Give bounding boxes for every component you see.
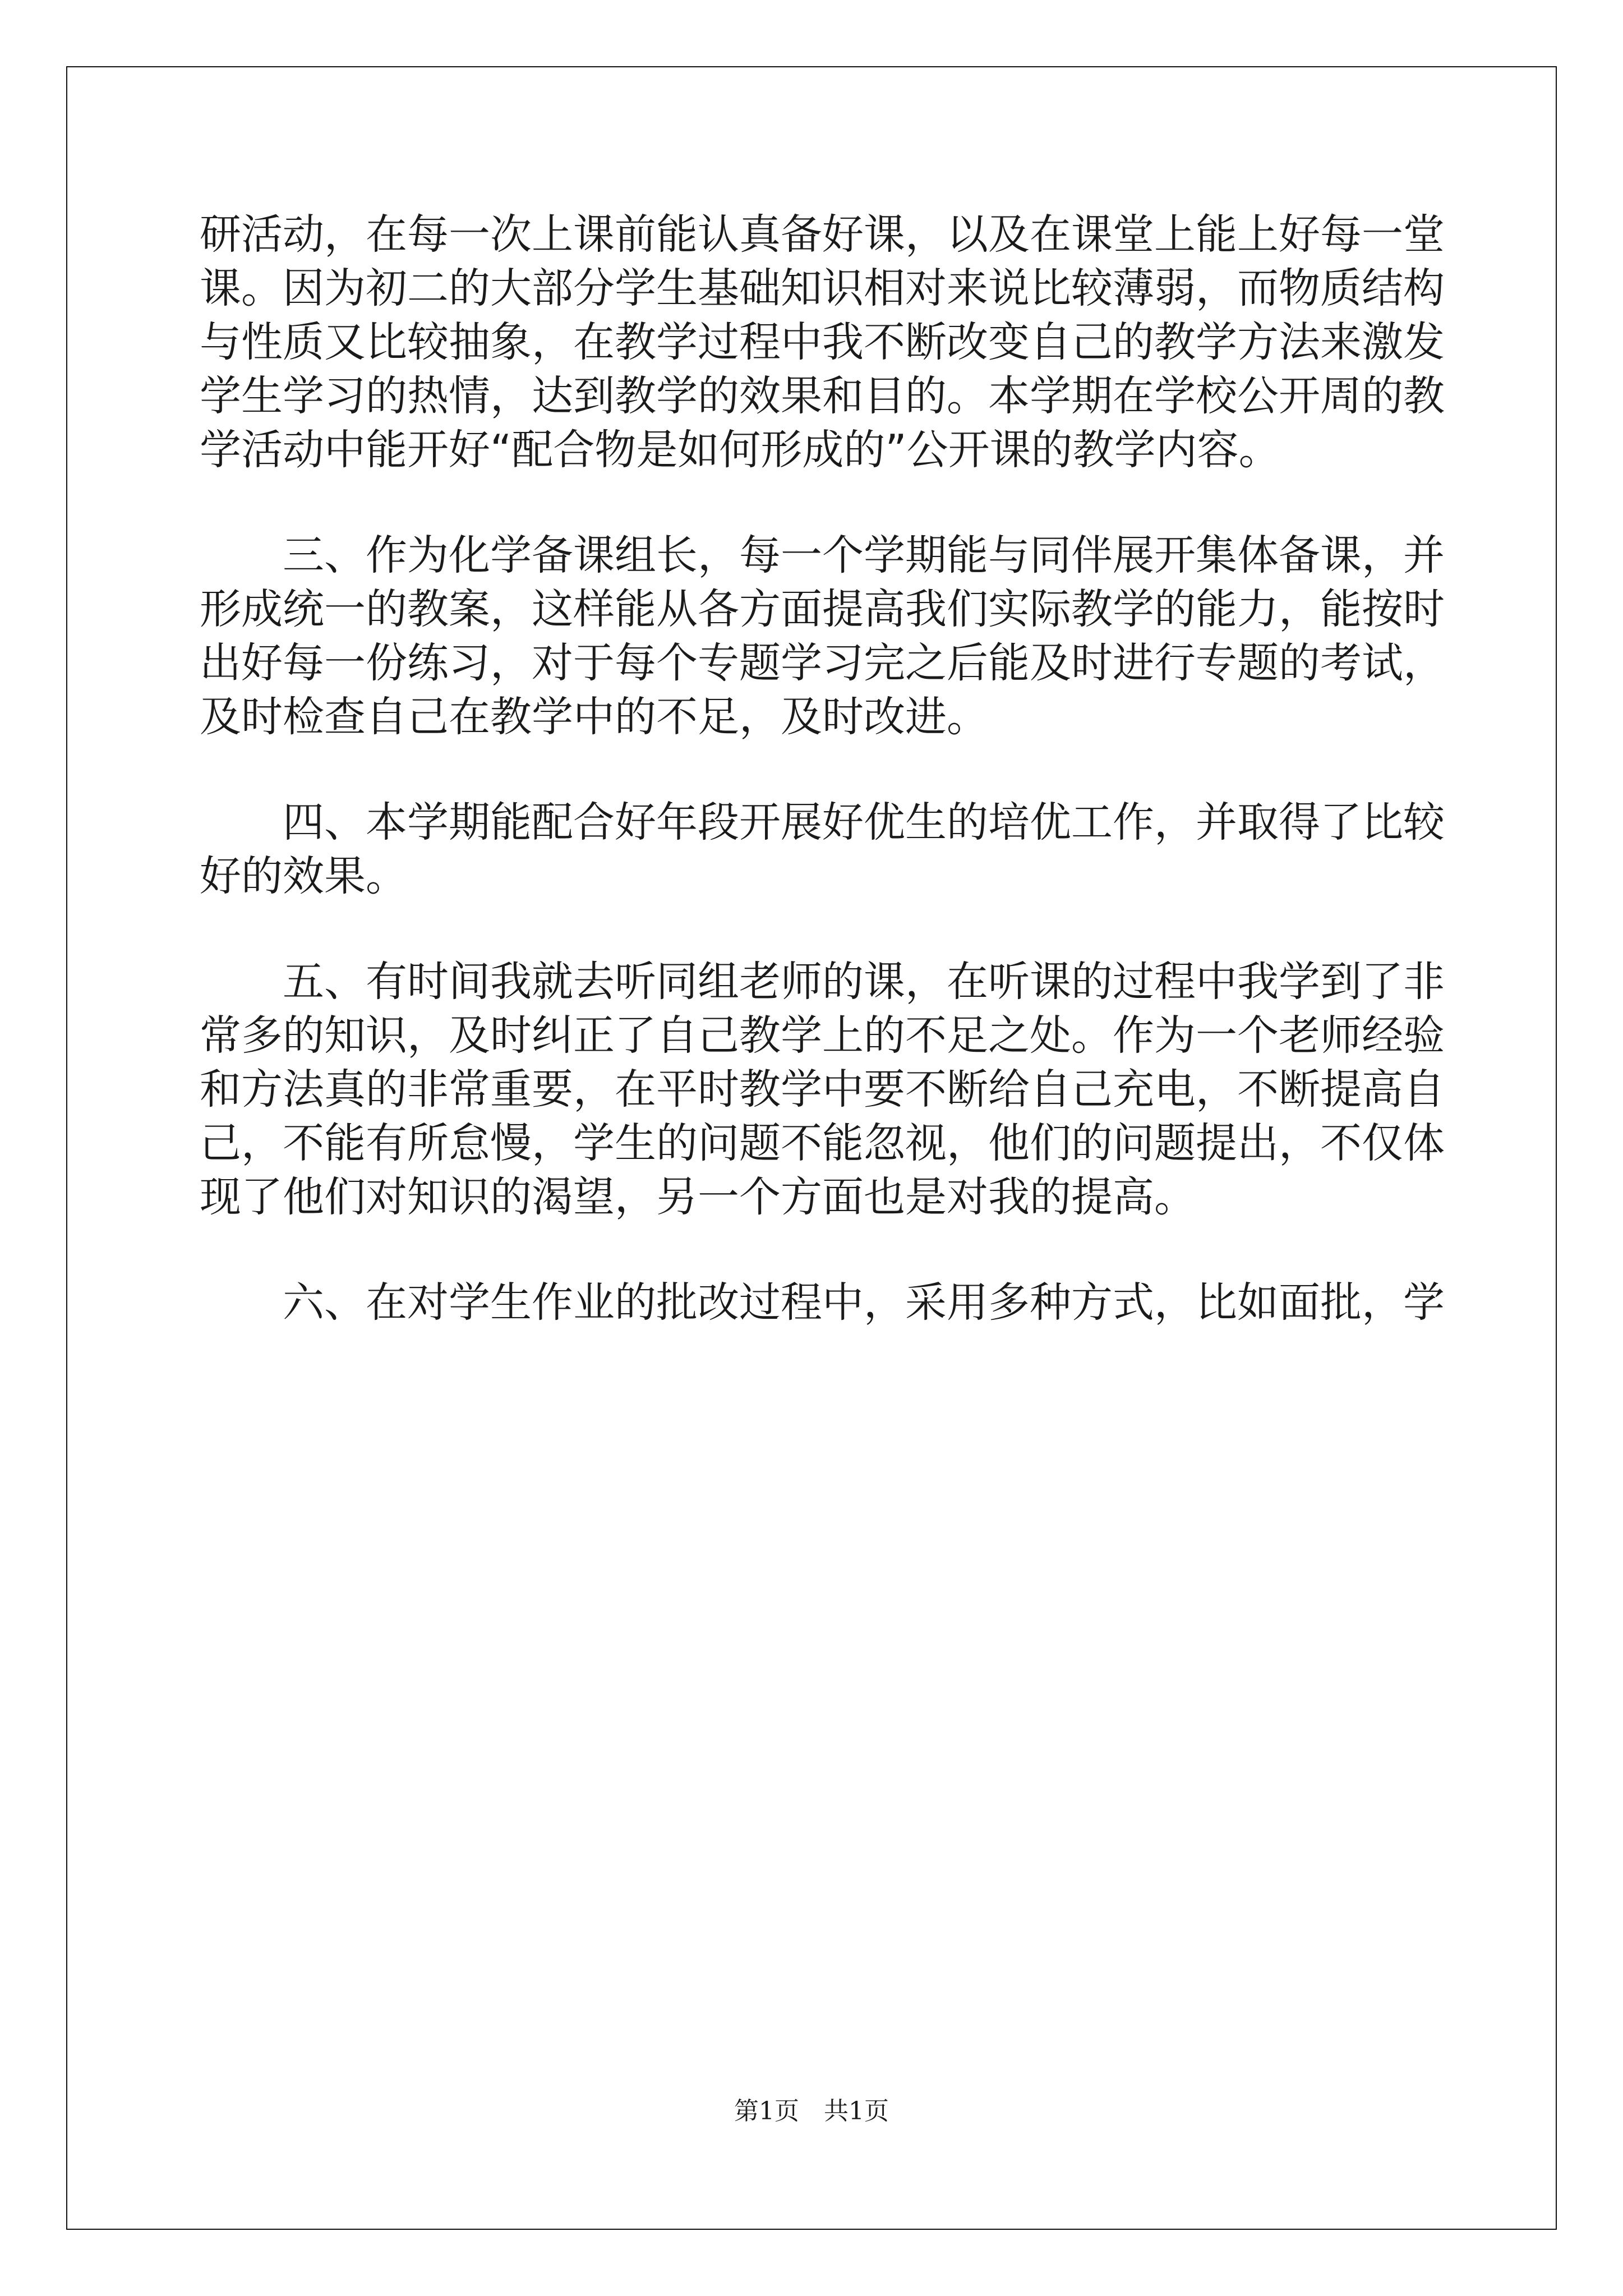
page-number-footer: 第1页 共1页: [734, 2097, 889, 2125]
text-line: 六、在对学生作业的批改过程中，采用多种方式，比如面批，学: [200, 1278, 1445, 1327]
document-body: [200, 208, 1445, 1329]
text-line: 及时检查自己在教学中的不足，及时改进。: [200, 693, 988, 741]
text-line: 出好每一份练习，对于每个专题学习完之后能及时进行专题的考试，: [200, 639, 1445, 687]
text-line: 与性质又比较抽象，在教学过程中我不断改变自己的教学方法来激发: [200, 318, 1445, 366]
paragraph: [200, 528, 1445, 744]
text-line: 形成统一的教案，这样能从各方面提高我们实际教学的能力，能按时: [200, 585, 1445, 633]
text-line: 和方法真的非常重要，在平时教学中要不断给自己充电，不断提高自: [200, 1065, 1445, 1114]
text-line: 己，不能有所怠慢，学生的问题不能忽视，他们的问题提出，不仅体: [200, 1119, 1445, 1167]
text-line: 学活动中能开好“配合物是如何形成的”公开课的教学内容。: [200, 426, 1280, 474]
text-line: 五、有时间我就去听同组老师的课，在听课的过程中我学到了非: [200, 958, 1445, 1006]
paragraph: [200, 795, 1445, 903]
text-line: 常多的知识，及时纠正了自己教学上的不足之处。作为一个老师经验: [200, 1011, 1445, 1060]
text-line: 现了他们对知识的渴望，另一个方面也是对我的提高。: [200, 1173, 1196, 1221]
paragraph: [200, 955, 1445, 1224]
text-line: 三、作为化学备课组长，每一个学期能与同伴展开集体备课，并: [200, 531, 1445, 579]
text-line: 学生学习的热情，达到教学的效果和目的。本学期在学校公开周的教: [200, 372, 1445, 420]
text-line: 四、本学期能配合好年段开展好优生的培优工作，并取得了比较: [200, 798, 1445, 846]
paragraph: [200, 1276, 1445, 1329]
paragraph: [200, 208, 1445, 477]
text-line: 好的效果。: [200, 852, 407, 900]
text-line: 课。因为初二的大部分学生基础知识相对来说比较薄弱，而物质结构: [200, 264, 1445, 312]
text-line: 研活动，在每一次上课前能认真备好课，以及在课堂上能上好每一堂: [200, 210, 1445, 259]
